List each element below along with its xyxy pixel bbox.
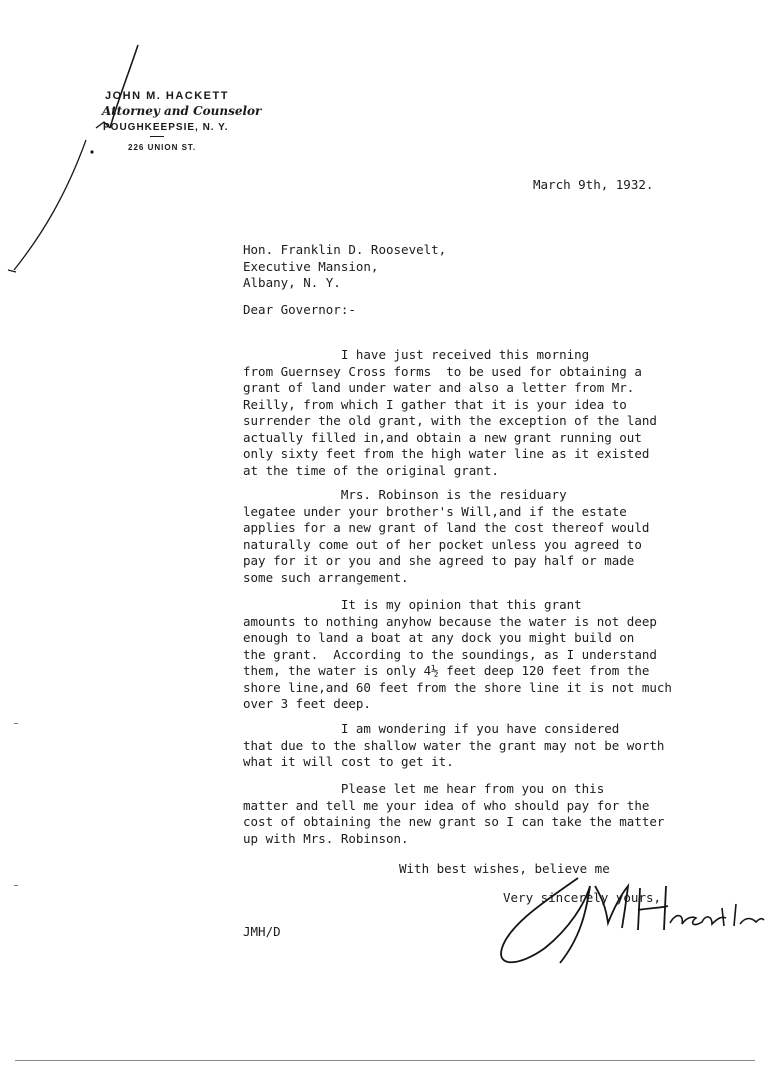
bottom-edge-line — [15, 1060, 755, 1061]
letterhead-name: JOHN M. HACKETT — [105, 90, 229, 102]
handwritten-signature — [490, 868, 765, 978]
letterhead-title: Attorney and Counselor — [102, 104, 262, 118]
salutation: Dear Governor:- — [243, 302, 356, 317]
body-paragraph-1: I have just received this morning from Guernsey Cross forms to be used for obtaining a grant of land under water and also a letter from Mr. Reilly, from which I gather that it is your idea to surrender the old grant, with the exception of the land actually filled in,and obtain a new grant running out only sixty feet from the high water line as it existed at the time of the original grant. — [243, 347, 657, 478]
recipient-line-3: Albany, N. Y. — [243, 275, 341, 290]
letterhead-street: 226 UNION ST. — [128, 143, 197, 152]
body-paragraph-3: It is my opinion that this grant amounts to nothing anyhow because the water is not deep enough to land a boat at any dock you might build on the grant. According to the soundings, as I understand them, the water is only 4½ feet deep 120 feet from the shore line,and 60 feet from the shore line it is not much over 3 feet deep. — [243, 597, 672, 711]
margin-mark — [14, 885, 18, 886]
letterhead-city: POUGHKEEPSIE, N. Y. — [103, 122, 229, 133]
recipient-address — [243, 242, 446, 292]
recipient-line-1: Hon. Franklin D. Roosevelt, — [243, 242, 447, 257]
body-paragraph-4: I am wondering if you have considered that due to the shallow water the grant may not be worth what it will cost to get it. — [243, 721, 665, 769]
recipient-line-2: Executive Mansion, — [243, 258, 379, 274]
valediction: Very sincerely yours, — [503, 890, 662, 905]
body-paragraph-5: Please let me hear from you on this matter and tell me your idea of who should pay for the cost of obtaining the new grant so I can take the matter up with Mrs. Robinson. — [243, 781, 665, 846]
closing-line: With best wishes, believe me — [399, 861, 610, 876]
letterhead-divider — [150, 136, 164, 137]
typist-initials: JMH/D — [243, 924, 281, 939]
margin-mark — [14, 723, 18, 724]
body-paragraph-2: Mrs. Robinson is the residuary legatee under your brother's Will,and if the estate applies for a new grant of land the cost thereof would naturally come out of her pocket unless you agreed to pay for it or you and she agreed to pay half or made some such arrangement. — [243, 487, 650, 585]
letter-date: March 9th, 1932. — [533, 177, 654, 192]
